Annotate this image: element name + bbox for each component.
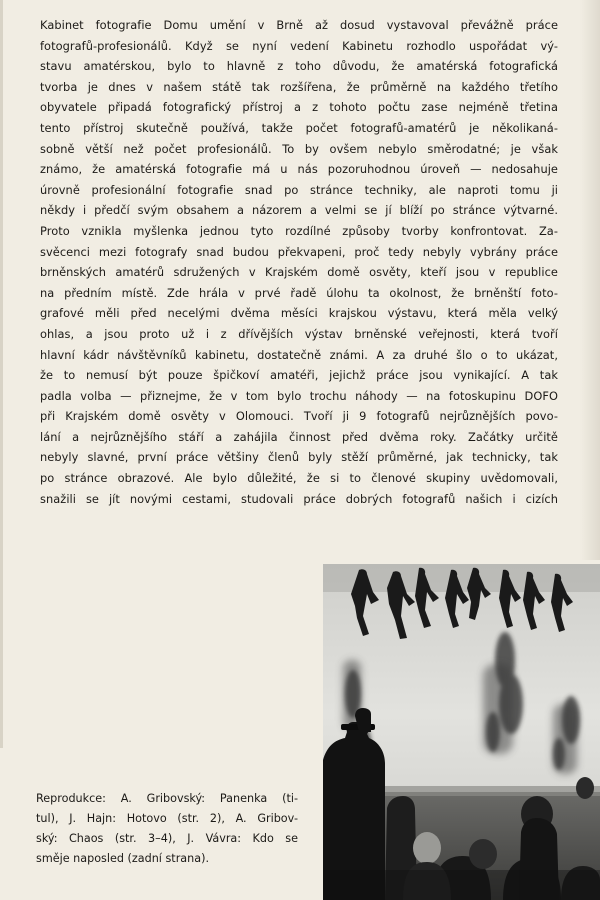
- article-line: padla volba — přiznejme, že v tom bylo trochu náhody — na fotoskupinu DOFO: [40, 388, 558, 403]
- skating-rink-photo: [323, 564, 600, 900]
- article-line: na předním místě. Zde hrála v prvé řadě úlohu ta okolnost, že brněnští foto-: [40, 285, 558, 300]
- article-line: tento přístroj skutečně používá, takže počet fotografů-amatérů je několikaná-: [40, 120, 558, 135]
- article-line: nebyly slavné, první práce většiny členů byly stěží průměrné, jak technicky, tak: [40, 450, 558, 465]
- article-line: někdy i předčí svým obsahem a názorem a velmi se jí blíží po stránce výtvarné.: [40, 203, 558, 218]
- article-line: tvorba je dnes v našem státě tak rozšířena, že průměrně na každého třetího: [40, 79, 558, 94]
- article-line: svěcenci mezi fotografy snad budou překvapeni, proč tedy nebyly vybrány práce: [40, 244, 558, 259]
- article-line: lání a nejrůznějšího stáří a zahájila činnost před dvěma roky. Začátky určitě: [40, 429, 558, 444]
- caption-line: tul), J. Hajn: Hotovo (str. 2), A. Gribov-: [36, 812, 298, 825]
- article-line: Kabinet fotografie Domu umění v Brně až dosud vystavoval převážně práce: [40, 18, 558, 32]
- article-line: stavu amatérskou, bylo to hlavně z toho důvodu, že amatérská fotografická: [40, 59, 558, 74]
- article-line: Proto vznikla myšlenka jednou tyto rozdílné způsoby tvorby konfrontovat. Za-: [40, 223, 558, 238]
- article-line: při Krajském domě osvěty v Olomouci. Tvoří ji 9 fotografů nejrůznějších povo-: [40, 409, 558, 424]
- article-line: po stránce obrazové. Ale bylo důležité, že si to členové skupiny uvědomovali,: [40, 471, 558, 486]
- article-line: sobně větší než počet profesionálů. To by ovšem nebylo směrodatné; je však: [40, 141, 558, 156]
- article-line: známo, že amatérská fotografie má u nás pozoruhodnou úroveň — nedosahuje: [40, 162, 558, 177]
- article-line: brněnských amatérů sdružených v Krajském domě osvěty, kteří jsou v republice: [40, 265, 558, 280]
- article-line: úrovně profesionální fotografie snad po stránce techniky, ale naproti tomu ji: [40, 182, 558, 197]
- page-gutter-shadow: [0, 0, 3, 748]
- article-body: [40, 15, 558, 509]
- foreground-shadow: [323, 870, 600, 900]
- caption-line: směje naposled (zadní strana).: [36, 852, 210, 865]
- article-line: obyvatele připadá fotografický přístroj a z tohoto počtu zase nejméně třetina: [40, 100, 558, 115]
- article-line: fotografů-profesionálů. Když se nyní vedení Kabinetu rozhodlo uspořádat vý-: [40, 38, 558, 53]
- article-line: že to nemusí být pouze špičkoví amatéři, jejichž práce jsou vynikající. A tak: [40, 368, 558, 383]
- article-line: snažili se jít novými cestami, studovali práce dobrých fotografů našich i cizích: [40, 491, 558, 506]
- caption-line: ský: Chaos (str. 3–4), J. Vávra: Kdo se: [36, 832, 298, 845]
- caption-line: Reprodukce: A. Gribovský: Panenka (ti-: [36, 792, 298, 805]
- photo-artwork: [323, 564, 600, 900]
- article-line: ohlas, a jsou proto už i z dřívějších výstav brněnské veřejnosti, která tvoří: [40, 326, 558, 341]
- article-line: hlavní kádr návštěvníků kabinetu, dostatečně známi. A za druhé šlo o to ukázat,: [40, 347, 558, 362]
- reproduction-credits: [36, 789, 298, 869]
- page-edge-shade: [580, 0, 600, 560]
- article-line: grafové měli před necelými dvěma měsíci krajskou výstavu, která měla velký: [40, 306, 558, 321]
